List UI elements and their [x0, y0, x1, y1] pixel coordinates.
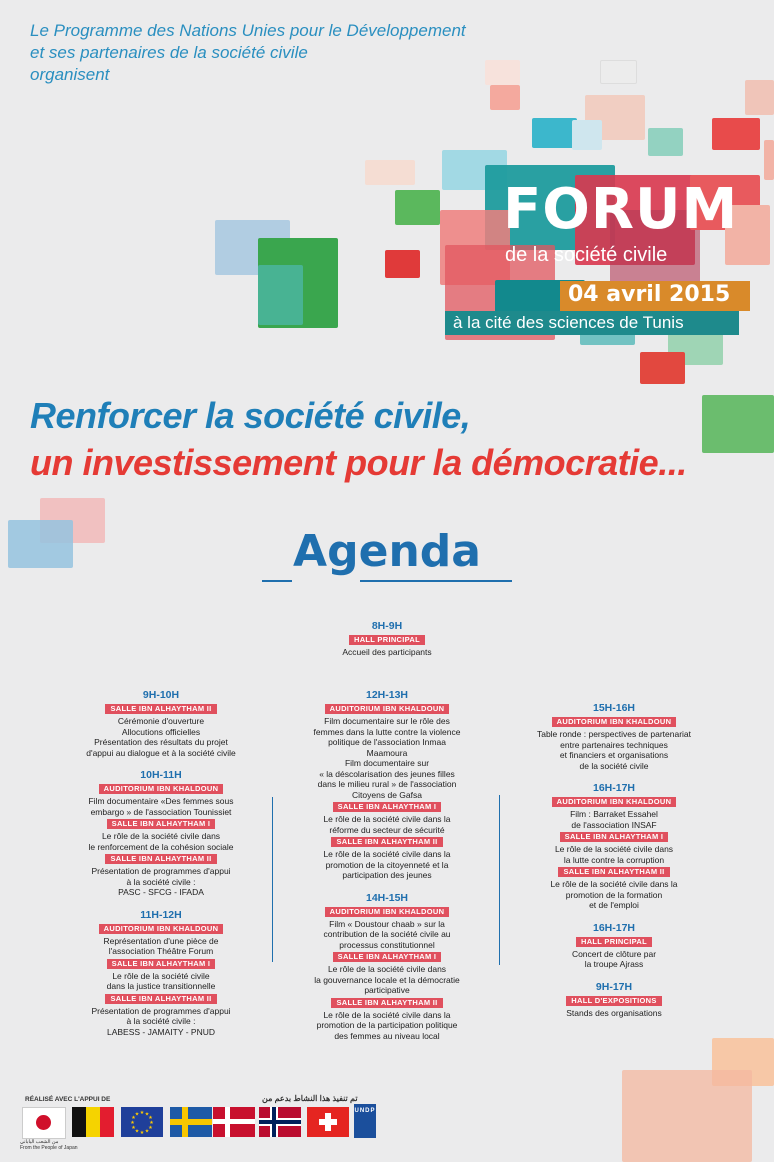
session-hall: SALLE IBN ALHAYTHAM I [107, 959, 216, 969]
agenda-column-right [514, 701, 714, 1018]
session-desc: Le rôle de la société civile dans la justice transitionnelle [106, 970, 216, 991]
session-desc: Le rôle de la société civile dans la réforme du secteur de sécurité [323, 814, 451, 835]
session-desc: Film documentaire sur le rôle des femmes dans la lutte contre la violence politique de l'association Inmaa Maamoura Film documentaire sur « la déscolarisation des jeunes filles dans le milieu rural » de l'association Citoyens de Gafsa [313, 716, 461, 800]
session-time: 9H-10H [142, 689, 180, 701]
svg-text:★: ★ [149, 1120, 154, 1126]
forum-subtitle: de la société civile [505, 244, 668, 266]
switzerland-flag [307, 1107, 349, 1137]
session-desc: Film « Doustour chaab » sur la contribution de la société civile au processus constitutionnel [323, 918, 451, 950]
event-date: 04 avril 2015 [568, 282, 731, 307]
session-desc: Film documentaire «Des femmes sous embargo » de l'association Tounissiet [88, 796, 234, 817]
session-desc: Présentation de programmes d'appui à la société civile : PASC - SFCG - IFADA [91, 866, 231, 897]
japan-caption-arabic: من الشعب الياباني [20, 1139, 59, 1145]
agenda-column-left [60, 688, 262, 1037]
session-desc: Le rôle de la société civile dans le renforcement de la cohésion sociale [88, 831, 234, 852]
svg-text:★: ★ [148, 1125, 153, 1131]
session-time: 11H-12H [140, 908, 182, 921]
session-desc: Concert de clôture par la troupe Ajrass [571, 948, 657, 969]
belgium-flag [72, 1107, 114, 1137]
intro-line-2: et ses partenaires de la société civile [30, 43, 308, 62]
organizer-intro [30, 20, 570, 86]
session-hall: AUDITORIUM IBN KHALDOUN [325, 704, 450, 714]
opening-session [290, 619, 484, 658]
session-hall: AUDITORIUM IBN KHALDOUN [552, 797, 677, 807]
session-desc: Stands des organisations [566, 1007, 662, 1018]
norway-flag [259, 1107, 301, 1137]
session-hall: AUDITORIUM IBN KHALDOUN [99, 924, 224, 934]
session-time: 16H-17H [592, 782, 636, 794]
session-desc: Le rôle de la société civile dans la lutte contre la corruption [554, 844, 674, 865]
session-desc: Le rôle de la société civile dans la promotion de la participation politique des femmes au niveau local [316, 1009, 458, 1041]
session-hall: HALL PRINCIPAL [576, 937, 652, 947]
session-time: 10H-11H [140, 769, 182, 781]
svg-text:★: ★ [130, 1120, 135, 1126]
session-hall: SALLE IBN ALHAYTHAM II [105, 704, 216, 714]
session-hall: SALLE IBN ALHAYTHAM I [333, 802, 442, 812]
slogan-line-1: Renforcer la société civile, [30, 395, 471, 436]
session-hall: HALL D'EXPOSITIONS [566, 996, 661, 1006]
session-desc: Table ronde : perspectives de partenariat entre partenaires techniques et financiers et organisations de la société civile [536, 729, 692, 771]
sweden-flag [170, 1107, 212, 1137]
svg-text:★: ★ [134, 1111, 140, 1118]
session-hall: SALLE IBN ALHAYTHAM I [107, 819, 216, 829]
support-label: RÉALISÉ AVEC L'APPUI DE [25, 1096, 111, 1103]
svg-text:★: ★ [139, 1130, 145, 1136]
svg-text:★: ★ [148, 1115, 153, 1121]
svg-text:★: ★ [139, 1110, 145, 1116]
session-desc: Le rôle de la société civile dans la promotion de la formation et de l'emploi [550, 879, 678, 910]
session-time: 8H-9H [371, 620, 403, 632]
session-hall: SALLE IBN ALHAYTHAM II [331, 998, 442, 1008]
event-place: à la cité des sciences de Tunis [453, 313, 684, 332]
eu-flag [121, 1107, 163, 1137]
japan-caption [20, 1139, 80, 1151]
session-time: 14H-15H [365, 891, 409, 904]
agenda-underline-left [262, 580, 292, 582]
session-desc: Présentation de programmes d'appui à la société civile : LABESS - JAMAITY - PNUD [91, 1005, 231, 1037]
svg-text:★: ★ [134, 1128, 140, 1135]
session-time: 12H-13H [365, 689, 409, 701]
column-divider-left [272, 797, 273, 962]
undp-logo [354, 1104, 376, 1138]
session-hall: AUDITORIUM IBN KHALDOUN [325, 907, 450, 917]
session-time: 16H-17H [592, 921, 636, 934]
session-hall: AUDITORIUM IBN KHALDOUN [99, 784, 224, 794]
session-desc: Représentation d'une pièce de l'association Théâtre Forum [103, 935, 219, 956]
support-label-arabic: تم تنفيذ هذا النشاط بدعم من [262, 1094, 358, 1103]
session-desc: Accueil des participants [342, 647, 432, 657]
undp-label: UNDP [354, 1108, 376, 1114]
slogan-line-2: un investissement pour la démocratie... [30, 442, 687, 483]
column-divider-right [499, 795, 500, 965]
svg-text:★: ★ [131, 1125, 136, 1131]
session-desc: Le rôle de la société civile dans la gouvernance locale et la démocratie participative [314, 964, 460, 995]
session-hall: SALLE IBN ALHAYTHAM I [333, 952, 442, 962]
session-desc: Film : Barraket Essahel de l'association INSAF [570, 809, 658, 830]
session-hall: SALLE IBN ALHAYTHAM II [558, 867, 669, 877]
japan-flag [22, 1107, 66, 1139]
session-hall: AUDITORIUM IBN KHALDOUN [552, 717, 677, 727]
intro-line-1: Le Programme des Nations Unies pour le Développement [30, 21, 466, 40]
intro-line-3: organisent [30, 65, 110, 84]
svg-text:★: ★ [144, 1111, 150, 1118]
japan-caption-english: From the People of Japan [20, 1145, 78, 1151]
session-hall: HALL PRINCIPAL [349, 635, 425, 645]
denmark-flag [213, 1107, 255, 1137]
svg-text:★: ★ [144, 1128, 150, 1135]
session-hall: SALLE IBN ALHAYTHAM II [331, 837, 442, 847]
session-hall: SALLE IBN ALHAYTHAM I [560, 832, 669, 842]
session-desc: Cérémonie d'ouverture Allocutions officielles Présentation des résultats du projet d'appui au dialogue et à la société civile [86, 716, 236, 758]
svg-text:★: ★ [131, 1115, 136, 1121]
agenda-underline-right [360, 580, 512, 582]
session-time: 15H-16H [592, 702, 636, 714]
session-hall: SALLE IBN ALHAYTHAM II [105, 854, 216, 864]
session-time: 9H-17H [595, 980, 633, 993]
session-desc: Le rôle de la société civile dans la promotion de la citoyenneté et la participation des jeunes [323, 849, 451, 880]
agenda-title: Agenda [293, 526, 481, 577]
forum-title: FORUM [503, 177, 739, 242]
session-hall: SALLE IBN ALHAYTHAM II [105, 994, 216, 1004]
agenda-column-middle [290, 688, 484, 1041]
